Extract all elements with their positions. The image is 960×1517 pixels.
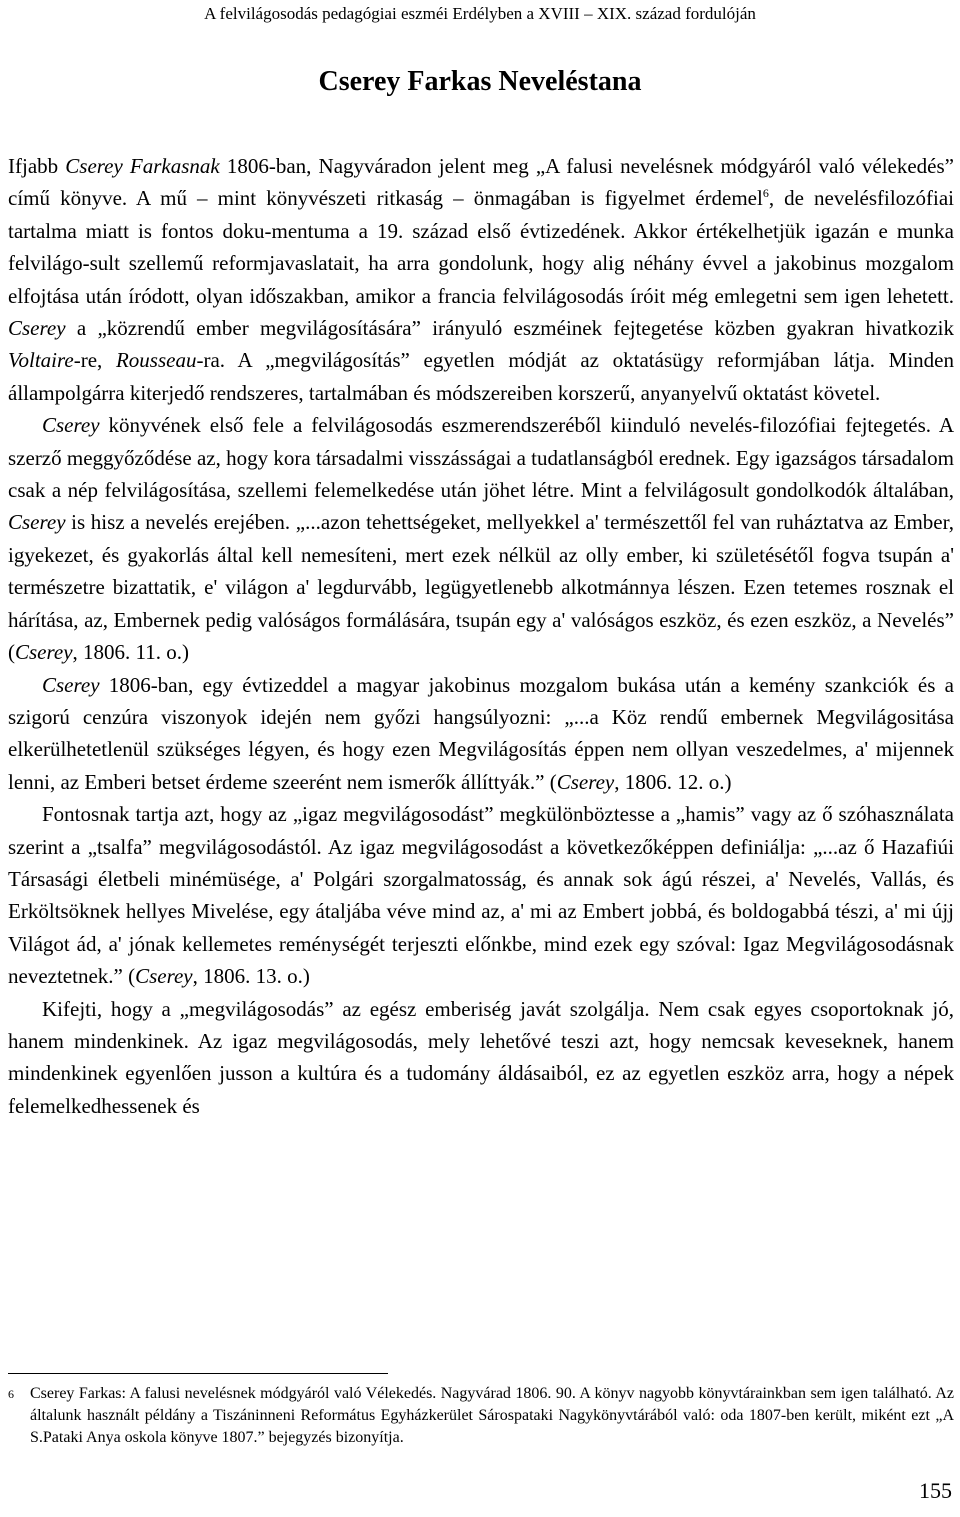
text-run: -re, [73, 348, 116, 373]
text-run: is hisz a nevelés erejében. „...azon tehettségeket, mellyekkel a' természettől fel van ruháztatva az Ember, igyekezet, és gyakorlás által kell nemesíteni, mert ezek nélkül az olly ember, ki születésétől fogva tsupán a' természetre bizattatik, e' világon a' legdurvább, legügyetlenebb alkotmánnya lészen. Ezen tetemes rosznak el hárítása, az, Embernek pedig valóságos formálására, tsupán egy a' valóságos eszköz, és ezen eszköz, a Nevelés” ( [8, 510, 954, 665]
italic-name: Cserey [15, 640, 73, 665]
text-run: könyvének első fele a felvilágosodás eszmerendszeréből kiinduló nevelés-filozófiai fejtegetés. A szerző meggyőződése az, hogy kora társadalmi visszásságai a tudatlanságból erednek. Egy igazságos társadalom csak a nép felvilágosítása, szellemi felemelkedése után jöhet létre. Mint a felvilágosult gondolkodók általában, [8, 413, 954, 503]
body-text [8, 150, 954, 1122]
italic-name: Cserey [8, 510, 66, 535]
italic-name: Cserey Farkasnak [65, 154, 220, 178]
italic-name: Cserey [135, 964, 193, 989]
italic-name: Cserey [42, 413, 100, 438]
paragraph [8, 150, 954, 409]
text-run: , 1806. 11. o.) [72, 640, 190, 665]
italic-name: Rousseau [115, 348, 197, 373]
footnote [8, 1383, 954, 1449]
italic-name: Cserey [42, 672, 100, 697]
running-header: A felvilágosodás pedagógiai eszméi Erdélyben a XVIII – XIX. század fordulóján [204, 4, 756, 23]
text-run: , 1806. 13. o.) [192, 964, 310, 989]
footnote-number: 6 [8, 1387, 14, 1401]
italic-name: Cserey [556, 769, 615, 794]
footnote-divider [8, 1373, 388, 1374]
text-run: Fontosnak tartja azt, hogy az „igaz megvilágosodást” megkülönböztesse a „hamis” vagy az ő szóhasználata szerint a „tsalfa” megvilágosodástól. Az igaz megvilágosodást a következőképpen definiálja: „...az ő Hazafiúi Társasági életbeli minémüsége, a' Polgári szorgalmatosság, és annak sok ágú részei, a' Nevelés, Vallás, és Erköltsöknek hellyes Mivelése, egy átaljába véve mind az, a' mi az Embert jobbá, és boldogabbá tészi, a' mi újj Világot ád, a' jónak kellemetes reménységét terjeszti előnkbe, mind ezek egy szóval: Igaz Megvilágosodásnak neveztetnek.” ( [8, 802, 954, 989]
text-run: Kifejti, hogy a „megvilágosodás” az egész emberiség javát szolgálja. Nem csak egyes csoportoknak jó, hanem mindenkinek. Az igaz megvilágosodás, mely lehetővé teszi azt, hogy nemcsak keveseknek, hanem mindenkinek egyenlően jusson a kultúra és a tudomány áldásaiból, ez az egyetlen eszköz arra, hogy a népek felemelkedhessenek és [8, 996, 954, 1118]
text-run: , de nevelésfilozófiai tartalma miatt is fontos doku-mentuma a 19. század első évtizedének. Akkor értékelhetjük igazán e munka felvilágo-sult szellemű reformjavaslatait, ha arra gondolunk, hogy alig néhány évvel a jakobinus mozgalom elfojtása után íródott, olyan időszakban, amikor a francia felvilágosodás íróit még emlegetni sem igen lehetett. [8, 186, 954, 308]
italic-name: Voltaire [8, 348, 74, 373]
text-run: -ra. A „megvilágosítás” egyetlen módját az oktatásügy reformjában látja. Minden állampolgárra kiterjedő rendszeres, tartalmában és módszereiben korszerű, anyanyelvű oktatást követel. [8, 348, 954, 405]
paragraph [8, 798, 954, 992]
italic-name: Cserey [8, 316, 66, 341]
text-run: 1806-ban, Nagyváradon jelent meg „A falusi nevelésnek módgyáról való vélekedés” című könyve. A mű – mint könyvészeti ritkaság – önmagában is figyelmet érdemel [8, 154, 954, 211]
paragraph [8, 669, 954, 799]
footnote-reference: 6 [762, 186, 769, 201]
page-number: 155 [919, 1478, 952, 1503]
footnote-text: Cserey Farkas: A falusi nevelésnek módgyáról való Vélekedés. Nagyvárad 1806. 90. A könyv nagyobb könyvtárainkban sem igen található. Az általunk használt példány a Tiszáninneni Református Egyházkerület Sárospataki Nagykönyvtárából való: oda 1807-ben került, miként ezt „A S.Pataki Anya oskola könyve 1807.” bejegyzés bizonyítja. [30, 1385, 954, 1446]
paragraph [8, 409, 954, 668]
text-run: a „közrendű ember megvilágosítására” irányuló eszméinek fejtegetése közben gyakran hivatkozik [65, 316, 954, 341]
chapter-title: Cserey Farkas Neveléstana [318, 66, 642, 97]
text-run: Ifjabb [8, 154, 66, 178]
text-run: 1806-ban, egy évtizeddel a magyar jakobinus mozgalom bukása után a kemény szankciók és a szigorú cenzúra viszonyok idején nem győzi hangsúlyozni: „...a Köz rendű embernek Megvilágositása elkerülhetetlenül szükséges légyen, és hogy ezen Megvilágosítás éppen nem ollyan veszedelmes, a' mijennek lenni, az Emberi betset érdeme szeerént nem ismerők állíttyák.” ( [8, 672, 954, 794]
paragraph [8, 993, 954, 1123]
text-run: , 1806. 12. o.) [614, 769, 732, 794]
